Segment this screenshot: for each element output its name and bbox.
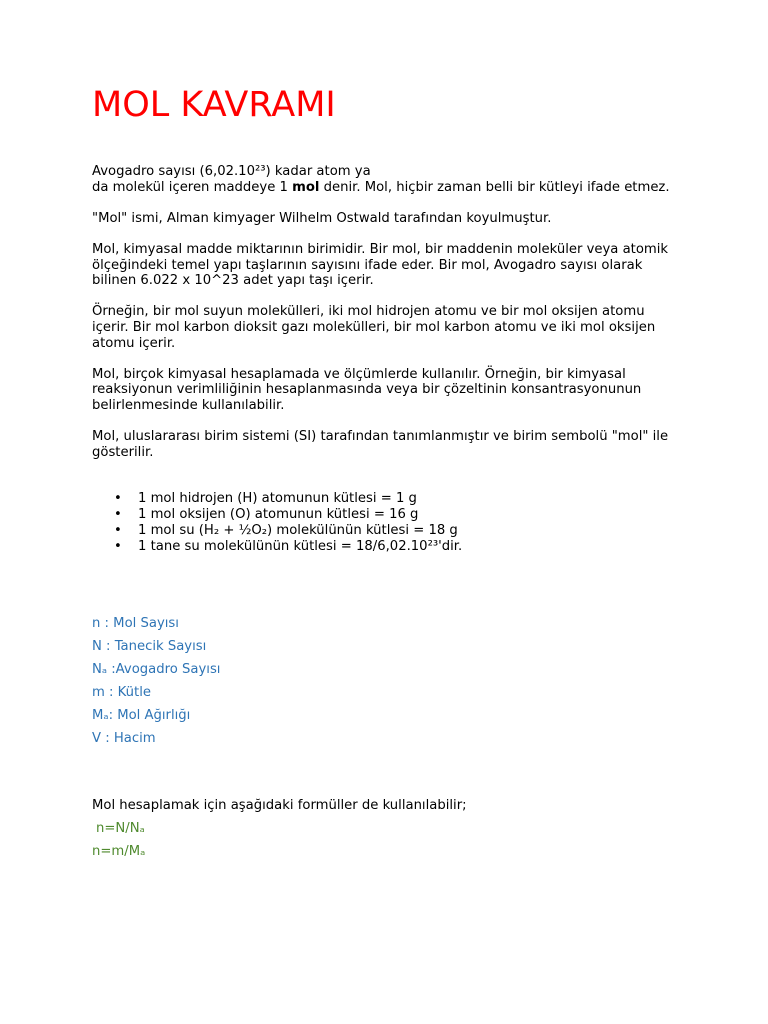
body-text [92, 164, 682, 476]
formula-list [92, 819, 145, 865]
symbol-letter: M [92, 708, 104, 723]
symbol-volume: V : Hacim [92, 731, 156, 746]
formula-particles [92, 819, 145, 842]
fact-superscript: ²³ [427, 538, 439, 554]
formula-mass [92, 842, 145, 865]
definition-text-1: Avogadro sayısı (6,02.10 [92, 164, 255, 179]
formula-text: n=m/M [92, 844, 141, 859]
fact-text: 1 mol su (H [138, 522, 214, 538]
symbol-avogadro [92, 660, 682, 683]
formula-subscript: ₐ [140, 844, 146, 859]
fact-text: 1 tane su molekülünün kütlesi = 18/6,02.10 [138, 538, 428, 554]
symbol-subscript: ₐ [101, 662, 108, 677]
paragraph-si: Mol, uluslararası birim sistemi (SI) tarafından tanımlanmıştır ve birim sembolü "mol" ile gösterilir. [92, 429, 669, 460]
fact-text: 1 mol oksijen (O) atomunun kütlesi = 16 g [138, 506, 419, 522]
definition-bold-mol: mol [292, 179, 320, 195]
formula-text: n=N/N [96, 821, 140, 836]
list-item [92, 507, 682, 523]
symbol-subscript: ₐ [103, 708, 109, 723]
mass-facts-list [92, 491, 682, 555]
symbol-mol-count: n : Mol Sayısı [92, 616, 179, 631]
paragraph-unit: Mol, kimyasal madde miktarının birimidir. Bir mol, bir maddenin moleküler veya atomik ölçeğindeki temel yapı taşlarının sayısını ifade eder. Bir mol, Avogadro sayısı olarak bilinen 6.022 x 10^23 adet yapı taşı içerir. [92, 241, 669, 289]
symbol-mass: m : Kütle [92, 685, 151, 700]
list-item [92, 539, 682, 555]
paragraph-example: Örneğin, bir mol suyun molekülleri, iki mol hidrojen atomu ve bir mol oksijen atomu içerir. Bir mol karbon dioksit gazı molekülleri, bir mol karbon atomu ve iki mol oksijen atomu içerir. [92, 304, 656, 351]
fact-subscript: ₂ [213, 522, 220, 538]
definition-text-4: denir. Mol, hiçbir zaman belli bir kütleyi ifade etmez. [319, 179, 670, 195]
paragraph-name-origin: "Mol" ismi, Alman kimyager Wilhelm Ostwald tarafından koyulmuştur. [92, 210, 552, 226]
page-title: MOL KAVRAMI [92, 85, 336, 125]
bullet-icon: • [114, 522, 122, 538]
formula-intro: Mol hesaplamak için aşağıdaki formüller de kullanılabilir; [92, 798, 467, 813]
fact-text: ) molekülünün kütlesi = 18 g [267, 522, 458, 538]
definition-text-2: ) kadar atom ya [265, 164, 371, 179]
symbol-particle-count: N : Tanecik Sayısı [92, 639, 207, 654]
bullet-icon: • [114, 491, 122, 506]
symbol-letter: N [92, 662, 102, 677]
symbol-molar-mass [92, 706, 682, 729]
fact-text: 'dir. [438, 538, 463, 554]
list-item [92, 523, 682, 539]
paragraph-definition [92, 164, 682, 195]
symbol-label: : Mol Ağırlığı [108, 708, 191, 723]
bullet-icon: • [114, 538, 122, 554]
symbol-legend [92, 614, 682, 752]
list-item [92, 491, 682, 507]
bullet-icon: • [114, 506, 122, 522]
symbol-label: :Avogadro Sayısı [107, 662, 221, 677]
definition-sup: ²³ [254, 164, 266, 179]
formula-subscript: ₐ [139, 821, 145, 836]
fact-subscript: ₂ [261, 522, 268, 538]
paragraph-usage: Mol, birçok kimyasal hesaplamada ve ölçümlerde kullanılır. Örneğin, bir kimyasal reaksiyonun verimliliğinin hesaplanmasında veya bir çözeltinin konsantrasyonunun belirlenmesinde kullanılabilir. [92, 366, 642, 413]
definition-text-3: da molekül içeren maddeye 1 [92, 179, 293, 195]
fact-text: + ½O [219, 522, 262, 538]
fact-text: 1 mol hidrojen (H) atomunun kütlesi = 1 g [138, 491, 417, 506]
